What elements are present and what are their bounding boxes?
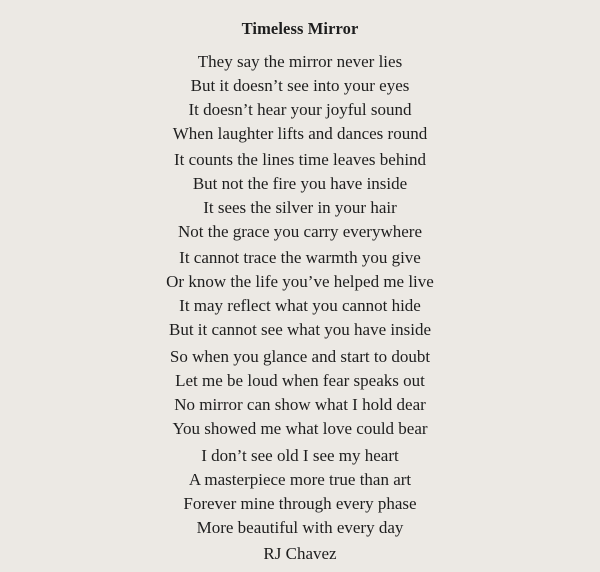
poem-line: But it doesn’t see into your eyes <box>190 76 410 95</box>
poem-line: It doesn’t hear your joyful sound <box>188 100 412 119</box>
poem-line: It counts the lines time leaves behind <box>173 150 427 169</box>
poem-line: Forever mine through every phase <box>183 494 417 513</box>
poem-line: A masterpiece more true than art <box>188 470 412 489</box>
poem-author: RJ Chavez <box>263 544 337 563</box>
poem-line: No mirror can show what I hold dear <box>174 395 426 414</box>
stanza-2 <box>0 148 600 244</box>
poem-line: More beautiful with every day <box>196 518 404 537</box>
poem-line: You showed me what love could bear <box>172 419 428 438</box>
stanza-5 <box>0 444 600 540</box>
poem-line: But it cannot see what you have inside <box>168 320 432 339</box>
poem-line: I don’t see old I see my heart <box>201 446 399 465</box>
poem-title: Timeless Mirror <box>241 19 359 38</box>
poem-line: It may reflect what you cannot hide <box>179 296 421 315</box>
poem-line: So when you glance and start to doubt <box>169 347 431 366</box>
poem-line: Not the grace you carry everywhere <box>177 222 422 241</box>
poem-line: Or know the life you’ve helped me live <box>166 272 434 291</box>
poem-line: It sees the silver in your hair <box>203 198 397 217</box>
stanza-1 <box>0 50 600 146</box>
poem-line: They say the mirror never lies <box>197 52 403 71</box>
poem-line: Let me be loud when fear speaks out <box>175 371 425 390</box>
poem-line: It cannot trace the warmth you give <box>179 248 421 267</box>
poem-line: But not the fire you have inside <box>192 174 408 193</box>
stanza-4 <box>0 345 600 441</box>
stanza-3 <box>0 246 600 342</box>
poem-line: When laughter lifts and dances round <box>172 124 428 143</box>
